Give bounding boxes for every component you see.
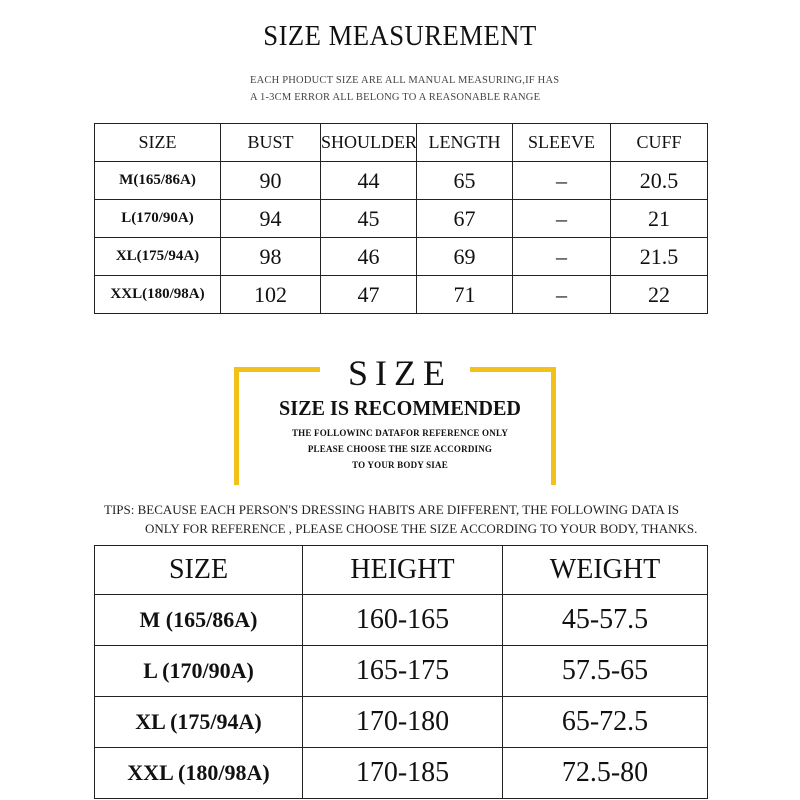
cell-height: 170-180 (303, 697, 503, 748)
cell-length: 65 (417, 162, 513, 200)
note-line-2: A 1-3CM ERROR ALL BELONG TO A REASONABLE RANGE (250, 92, 541, 103)
measurement-header-row (95, 124, 708, 162)
cell-size: XXL(180/98A) (95, 276, 221, 314)
header-shoulder: SHOULDER (321, 124, 417, 162)
cell-cuff: 21.5 (611, 238, 708, 276)
cell-cuff: 20.5 (611, 162, 708, 200)
table-row (95, 162, 708, 200)
table-row (95, 595, 708, 646)
cell-bust: 102 (221, 276, 321, 314)
tips-line-2: ONLY FOR REFERENCE , PLEASE CHOOSE THE SIZE ACCORDING TO YOUR BODY, THANKS. (145, 521, 698, 536)
cell-bust: 90 (221, 162, 321, 200)
cell-shoulder: 47 (321, 276, 417, 314)
recommend-line-3: TO YOUR BODY SIAE (352, 460, 448, 470)
cell-sleeve: – (513, 238, 611, 276)
header-bust: BUST (221, 124, 321, 162)
cell-sleeve: – (513, 162, 611, 200)
recommend-line-1: THE FOLLOWINC DATAFOR REFERENCE ONLY (291, 428, 509, 438)
cell-weight: 72.5-80 (503, 748, 708, 799)
cell-height: 170-185 (303, 748, 503, 799)
cell-cuff: 22 (611, 276, 708, 314)
cell-length: 69 (417, 238, 513, 276)
measurement-table (94, 123, 708, 314)
header-weight: WEIGHT (503, 546, 708, 595)
recommend-header-row (95, 546, 708, 595)
cell-size: M(165/86A) (95, 162, 221, 200)
cell-weight: 65-72.5 (503, 697, 708, 748)
page-title: SIZE MEASUREMENT (263, 20, 537, 52)
note-line-1: EACH PHODUCT SIZE ARE ALL MANUAL MEASURING,IF HAS (250, 75, 560, 86)
header-size: SIZE (95, 124, 221, 162)
cell-weight: 57.5-65 (503, 646, 708, 697)
tips-line-1: TIPS: BECAUSE EACH PERSON'S DRESSING HABITS ARE DIFFERENT, THE FOLLOWING DATA IS (104, 502, 680, 517)
table-row (95, 200, 708, 238)
cell-size: XL(175/94A) (95, 238, 221, 276)
recommend-heading: SIZE (348, 353, 452, 393)
cell-sleeve: – (513, 200, 611, 238)
cell-shoulder: 46 (321, 238, 417, 276)
cell-shoulder: 44 (321, 162, 417, 200)
header-sleeve: SLEEVE (513, 124, 611, 162)
cell-bust: 94 (221, 200, 321, 238)
cell-cuff: 21 (611, 200, 708, 238)
cell-height: 160-165 (303, 595, 503, 646)
cell-bust: 98 (221, 238, 321, 276)
header-size: SIZE (95, 546, 303, 595)
recommend-line-2: PLEASE CHOOSE THE SIZE ACCORDING (307, 444, 493, 454)
cell-length: 67 (417, 200, 513, 238)
cell-length: 71 (417, 276, 513, 314)
cell-height: 165-175 (303, 646, 503, 697)
recommend-table (94, 545, 708, 799)
cell-size: XXL (180/98A) (95, 748, 303, 799)
header-length: LENGTH (417, 124, 513, 162)
table-row (95, 748, 708, 799)
cell-size: M (165/86A) (95, 595, 303, 646)
table-row (95, 697, 708, 748)
header-height: HEIGHT (303, 546, 503, 595)
cell-size: L(170/90A) (95, 200, 221, 238)
cell-sleeve: – (513, 276, 611, 314)
table-row (95, 646, 708, 697)
table-row (95, 276, 708, 314)
table-row (95, 238, 708, 276)
measurement-note (250, 72, 580, 106)
recommend-subheading: SIZE IS RECOMMENDED (279, 396, 521, 420)
cell-weight: 45-57.5 (503, 595, 708, 646)
cell-shoulder: 45 (321, 200, 417, 238)
cell-size: XL (175/94A) (95, 697, 303, 748)
header-cuff: CUFF (611, 124, 708, 162)
cell-size: L (170/90A) (95, 646, 303, 697)
